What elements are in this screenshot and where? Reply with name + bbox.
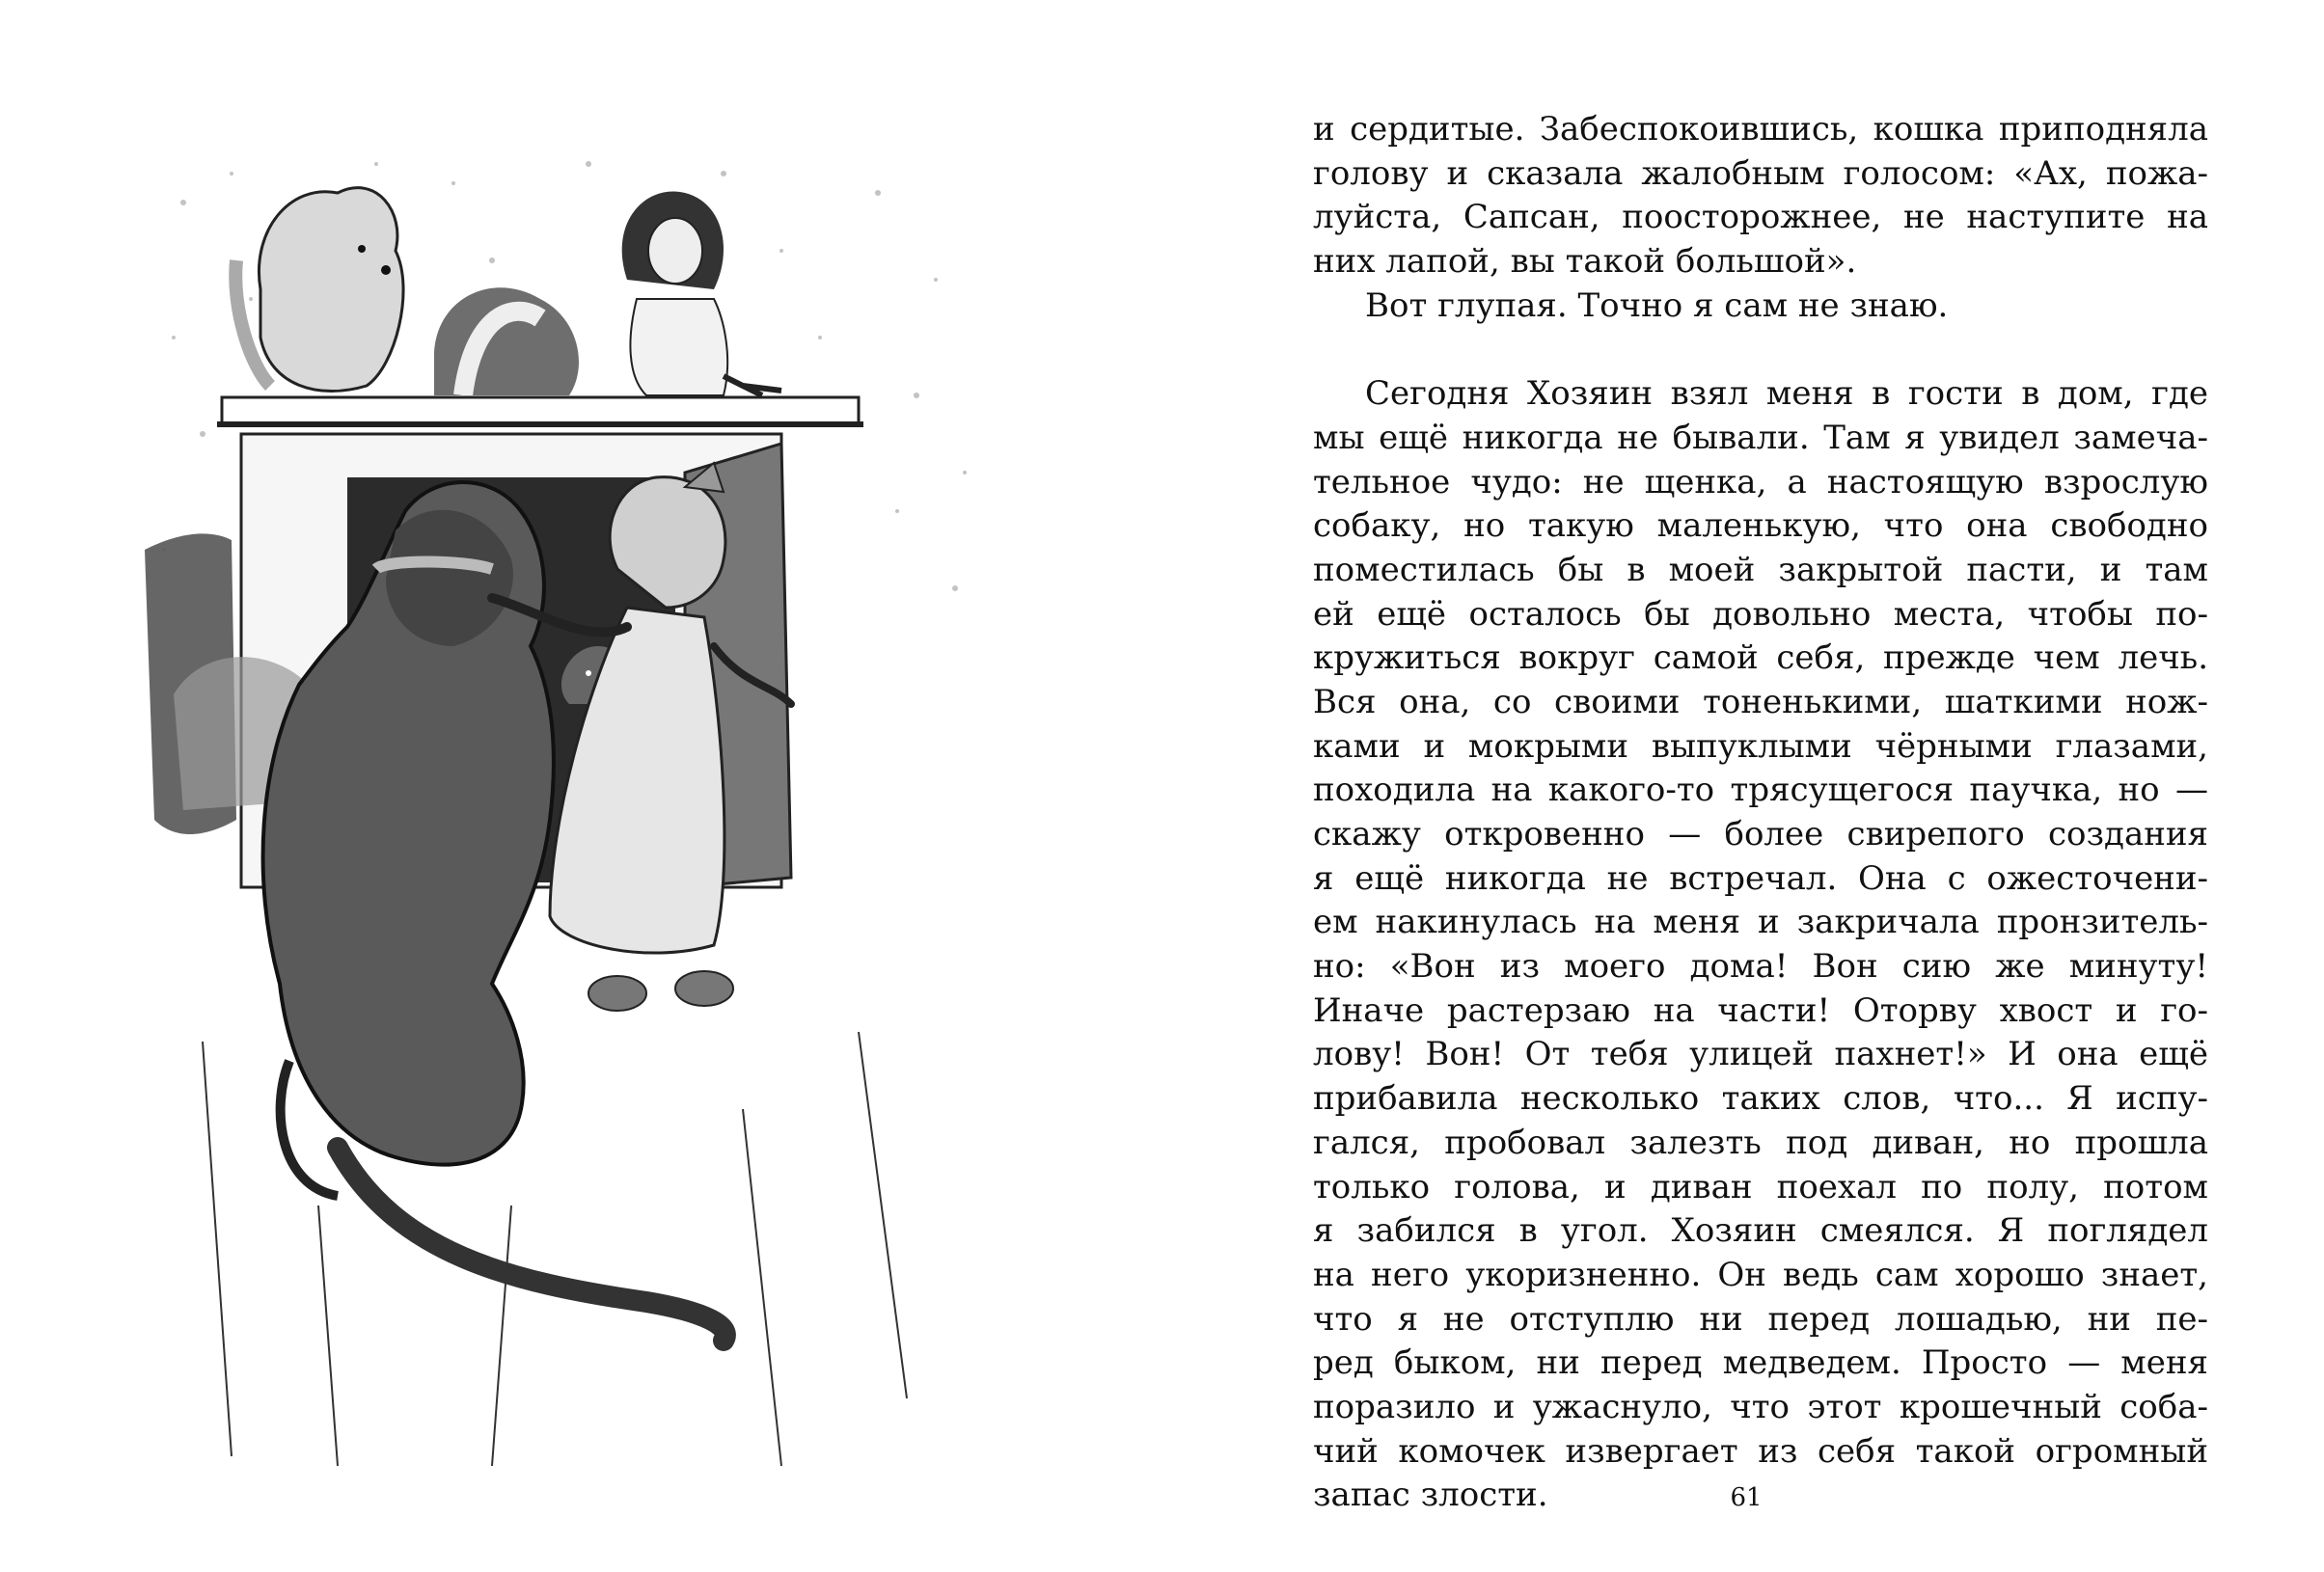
- text-line: я ещё никогда не встречал. Она с ожесточени-: [1313, 858, 2208, 898]
- text-line: и сердитые. Забеспокоившись, кошка приподняла: [1313, 110, 2208, 149]
- text-line: голову и сказала жалобным голосом: «Ах, пожа-: [1313, 153, 2208, 193]
- paragraph: [1313, 372, 2208, 1518]
- paragraph: [1313, 108, 2208, 285]
- text-line: ей ещё осталось бы довольно места, чтобы по-: [1313, 594, 2208, 634]
- floorboards: [203, 1032, 907, 1466]
- text-line: поместилась бы в моей закрытой пасти, и там: [1313, 550, 2208, 589]
- text-line: на него укоризненно. Он ведь сам хорошо знает,: [1313, 1255, 2208, 1294]
- text-line: ем накинулась на меня и закричала пронзитель-: [1313, 903, 2208, 942]
- text-line: Иначе растерзаю на части! Оторву хвост и го-: [1313, 990, 2208, 1030]
- teddy-bear-on-shelf: [259, 188, 403, 392]
- paragraph-gap: [1313, 328, 2208, 372]
- text-line: Сегодня Хозяин взял меня в гости в дом, где: [1365, 374, 2208, 414]
- text-line: ками и мокрыми выпуклыми чёрными глазами,: [1313, 726, 2208, 766]
- text-line: луйста, Сапсан, поосторожнее, не наступите на: [1313, 198, 2208, 237]
- text-line: запас злости.: [1313, 1476, 1548, 1515]
- doll-dress: [630, 299, 727, 395]
- text-line: что я не отступлю ни перед лошадью, ни пе-: [1313, 1299, 2208, 1339]
- dog-tail: [338, 1148, 725, 1341]
- page-number: 61: [1730, 1483, 1763, 1512]
- ink-wash-drawing: [145, 145, 994, 1466]
- text-line: собаку, но такую маленькую, что она свободно: [1313, 506, 2208, 546]
- text-line: скажу откровенно — более свирепого создания: [1313, 815, 2208, 854]
- text-page: [1313, 108, 2208, 1518]
- text-line: лову! Вон! От тебя улицей пахнет!» И она ещё: [1313, 1035, 2208, 1074]
- text-line: только голова, и диван поехал по полу, потом: [1313, 1167, 2208, 1206]
- text-line: прибавила несколько таких слов, что... Я испу-: [1313, 1079, 2208, 1119]
- text-line: тельное чудо: не щенка, а настоящую взрослую: [1313, 462, 2208, 501]
- text-line: мы ещё никогда не бывали. Там я увидел замеча-: [1313, 418, 2208, 457]
- text-line: я забился в угол. Хозяин смеялся. Я поглядел: [1313, 1211, 2208, 1251]
- text-line: походила на какого-то трясущегося паучка, но —: [1313, 771, 2208, 810]
- text-line: чий комочек извергает из себя такой огромный: [1313, 1431, 2208, 1471]
- illustration: [145, 145, 994, 1466]
- mantel-shelf: [222, 397, 859, 424]
- text-line: ред быком, ни перед медведем. Просто — меня: [1313, 1343, 2208, 1383]
- text-line: Вот глупая. Точно я сам не знаю.: [1365, 285, 1949, 325]
- text-line: гался, пробовал залезть под диван, но прошла: [1313, 1123, 2208, 1162]
- text-line: них лапой, вы такой большой».: [1313, 242, 1857, 282]
- text-line: но: «Вон из моего дома! Вон сию же минуту!: [1313, 947, 2208, 987]
- text-line: Вся она, со своими тоненькими, шаткими нож-: [1313, 682, 2208, 721]
- text-line: поразило и ужаснуло, что этот крошечный соба-: [1313, 1387, 2208, 1426]
- text-line: кружиться вокруг самой себя, прежде чем лечь.: [1313, 638, 2208, 678]
- paragraph: [1313, 285, 2208, 329]
